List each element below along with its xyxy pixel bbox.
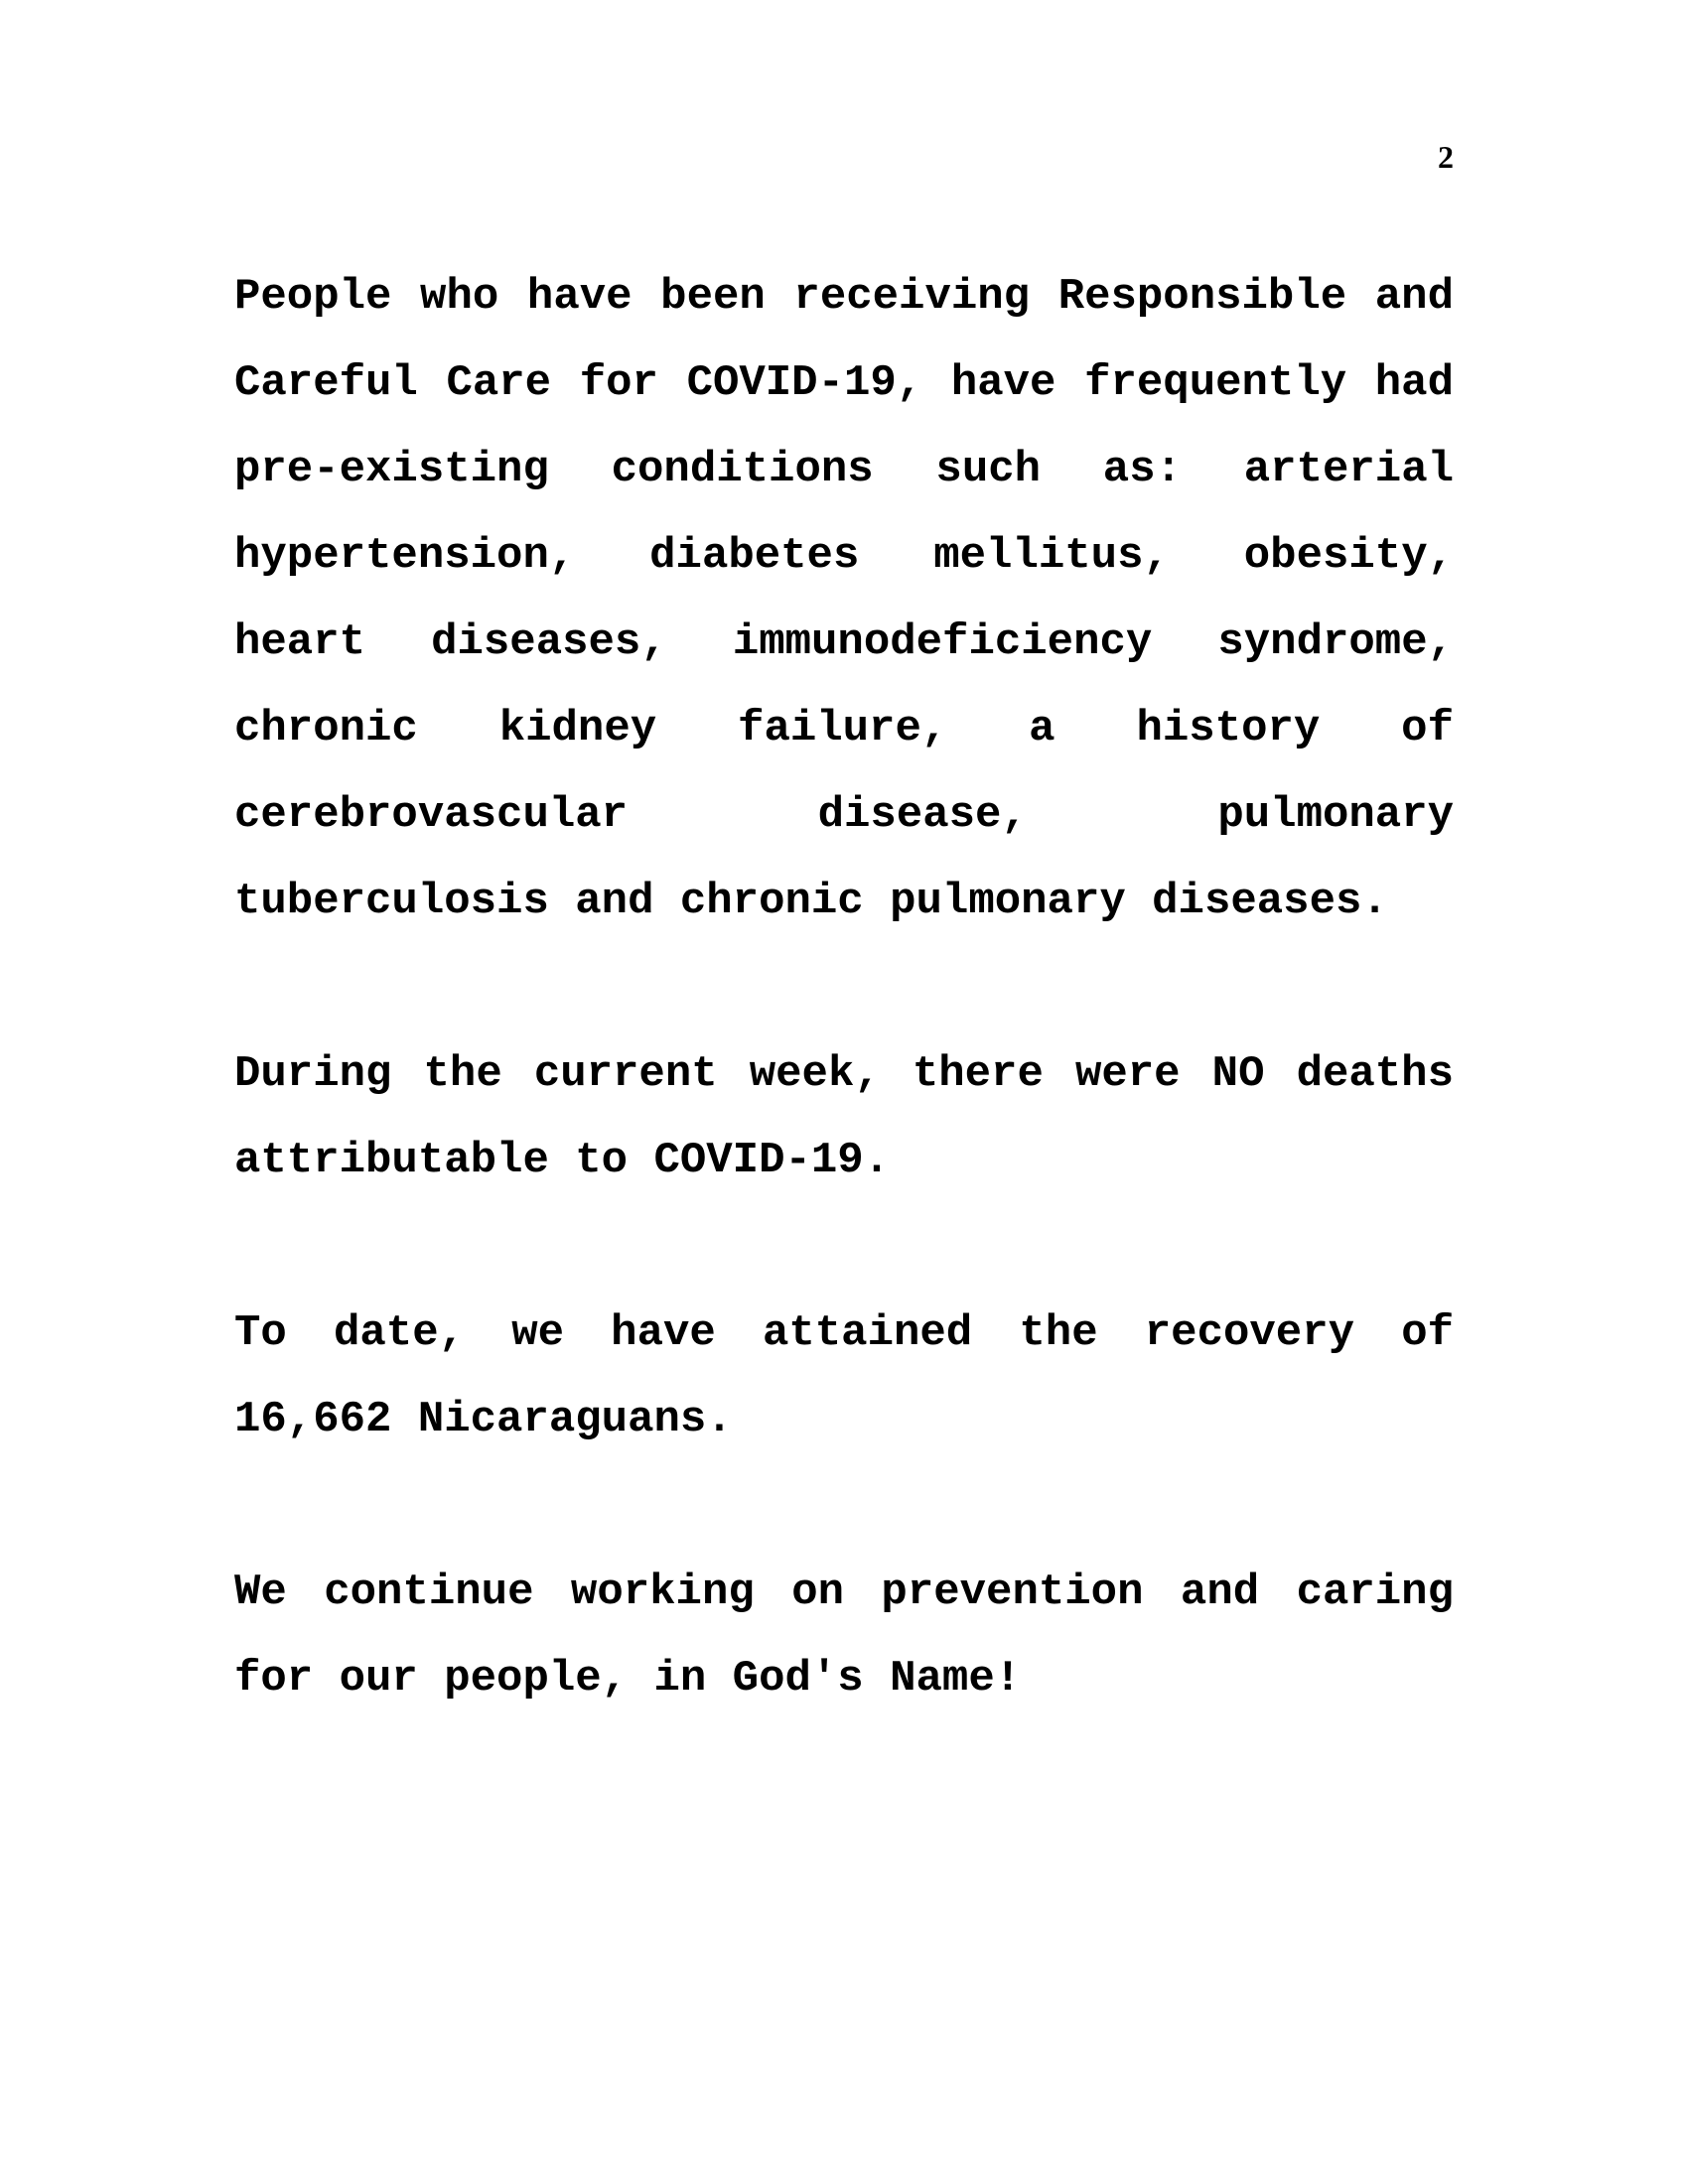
paragraph-deaths: During the current week, there were NO deaths attributable to COVID-19. <box>234 1049 1454 1185</box>
page-number: 2 <box>1438 139 1454 175</box>
document-body <box>234 254 1454 1722</box>
paragraph-closing: We continue working on prevention and caring for our people, in God's Name! <box>234 1568 1454 1704</box>
paragraph-preexisting-conditions: People who have been receiving Responsible and Careful Care for COVID-19, have frequently had pre-existing conditions such as: arterial hypertension, diabetes mellitus, obesity, heart diseases, immunodeficiency syndrome, chronic kidney failure, a history of cerebrovascular disease, pulmonary tuberculosis and chronic pulmonary diseases. <box>234 272 1454 926</box>
paragraph-recoveries: To date, we have attained the recovery of 16,662 Nicaraguans. <box>234 1308 1454 1444</box>
